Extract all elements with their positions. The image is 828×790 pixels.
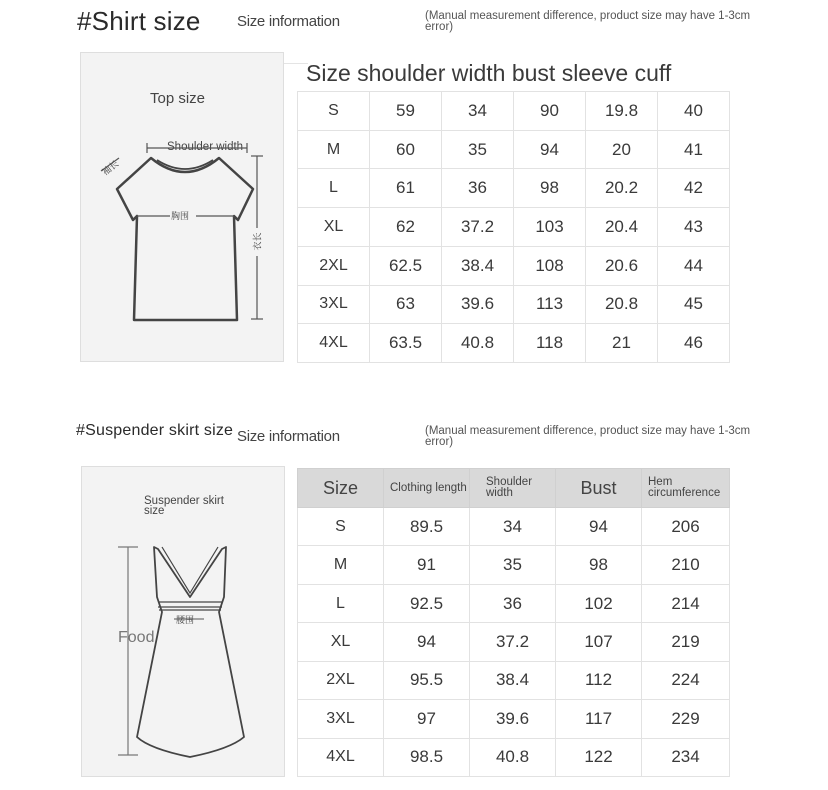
header-shoulder-width: Shoulder width	[470, 469, 556, 508]
table-row	[298, 584, 730, 622]
waist-label: 腰围	[176, 615, 195, 625]
shirt-measurement-note: (Manual measurement difference, product size may have 1-3cm error)	[425, 10, 751, 33]
value-cell: 39.6	[442, 285, 514, 324]
size-cell: M	[298, 130, 370, 169]
value-cell: 98	[514, 169, 586, 208]
value-cell: 89.5	[384, 508, 470, 546]
value-cell: 117	[556, 700, 642, 738]
value-cell: 62.5	[370, 246, 442, 285]
header-bust: Bust	[556, 469, 642, 508]
value-cell: 59	[370, 92, 442, 131]
value-cell: 37.2	[470, 623, 556, 661]
value-cell: 219	[642, 623, 730, 661]
value-cell: 20.2	[586, 169, 658, 208]
skirt-section-title: #Suspender skirt size	[76, 422, 234, 439]
value-cell: 38.4	[442, 246, 514, 285]
skirt-diagram-panel	[81, 466, 285, 777]
value-cell: 43	[658, 208, 730, 247]
value-cell: 40.8	[470, 738, 556, 776]
value-cell: 63.5	[370, 324, 442, 363]
shirt-diagram-label: Top size	[150, 90, 206, 107]
size-cell: 3XL	[298, 285, 370, 324]
value-cell: 113	[514, 285, 586, 324]
size-cell: S	[298, 92, 370, 131]
value-cell: 44	[658, 246, 730, 285]
value-cell: 21	[586, 324, 658, 363]
value-cell: 92.5	[384, 584, 470, 622]
sleeve-length-label: 袖长	[100, 158, 121, 178]
table-row	[298, 661, 730, 699]
value-cell: 98.5	[384, 738, 470, 776]
value-cell: 42	[658, 169, 730, 208]
skirt-measurement-note: (Manual measurement difference, product size may have 1-3cm error)	[425, 425, 751, 448]
value-cell: 112	[556, 661, 642, 699]
header-size: Size	[298, 469, 384, 508]
table-row	[298, 169, 730, 208]
value-cell: 45	[658, 285, 730, 324]
value-cell: 39.6	[470, 700, 556, 738]
value-cell: 20.8	[586, 285, 658, 324]
value-cell: 61	[370, 169, 442, 208]
size-cell: L	[298, 584, 384, 622]
table-row	[298, 738, 730, 776]
shirt-diagram-panel	[80, 52, 284, 362]
value-cell: 38.4	[470, 661, 556, 699]
value-cell: 229	[642, 700, 730, 738]
table-row	[298, 285, 730, 324]
value-cell: 97	[384, 700, 470, 738]
size-cell: XL	[298, 623, 384, 661]
table-row	[298, 623, 730, 661]
value-cell: 35	[470, 546, 556, 584]
value-cell: 37.2	[442, 208, 514, 247]
value-cell: 91	[384, 546, 470, 584]
value-cell: 224	[642, 661, 730, 699]
table-row	[298, 208, 730, 247]
value-cell: 36	[442, 169, 514, 208]
value-cell: 46	[658, 324, 730, 363]
clothing-length-label: 衣长	[252, 232, 263, 251]
skirt-size-table	[297, 468, 730, 777]
value-cell: 103	[514, 208, 586, 247]
value-cell: 40	[658, 92, 730, 131]
size-cell: 4XL	[298, 738, 384, 776]
size-cell: 4XL	[298, 324, 370, 363]
value-cell: 90	[514, 92, 586, 131]
value-cell: 20	[586, 130, 658, 169]
value-cell: 98	[556, 546, 642, 584]
header-clothing-length: Clothing length	[384, 469, 470, 508]
value-cell: 94	[384, 623, 470, 661]
value-cell: 34	[442, 92, 514, 131]
value-cell: 94	[556, 508, 642, 546]
value-cell: 19.8	[586, 92, 658, 131]
header-hem-circumference: Hem circumference	[642, 469, 730, 508]
value-cell: 206	[642, 508, 730, 546]
shirt-info-label: Size information	[237, 13, 340, 30]
value-cell: 20.6	[586, 246, 658, 285]
size-cell: L	[298, 169, 370, 208]
shirt-section-title: #Shirt size	[77, 6, 201, 36]
table-row	[298, 324, 730, 363]
skirt-table-header-row	[298, 469, 730, 508]
value-cell: 20.4	[586, 208, 658, 247]
value-cell: 35	[442, 130, 514, 169]
value-cell: 95.5	[384, 661, 470, 699]
dress-length-label: Food	[118, 629, 155, 646]
value-cell: 62	[370, 208, 442, 247]
value-cell: 102	[556, 584, 642, 622]
table-row	[298, 546, 730, 584]
value-cell: 118	[514, 324, 586, 363]
value-cell: 34	[470, 508, 556, 546]
value-cell: 94	[514, 130, 586, 169]
size-cell: S	[298, 508, 384, 546]
table-row	[298, 246, 730, 285]
shirt-size-table	[297, 91, 730, 363]
value-cell: 36	[470, 584, 556, 622]
shoulder-width-label: Shoulder width	[167, 141, 244, 153]
value-cell: 107	[556, 623, 642, 661]
table-row	[298, 130, 730, 169]
skirt-diagram-label: Suspender skirt size	[144, 495, 224, 517]
value-cell: 41	[658, 130, 730, 169]
size-cell: XL	[298, 208, 370, 247]
value-cell: 122	[556, 738, 642, 776]
table-row	[298, 92, 730, 131]
value-cell: 60	[370, 130, 442, 169]
value-cell: 108	[514, 246, 586, 285]
value-cell: 234	[642, 738, 730, 776]
size-cell: 3XL	[298, 700, 384, 738]
value-cell: 210	[642, 546, 730, 584]
size-cell: 2XL	[298, 661, 384, 699]
value-cell: 40.8	[442, 324, 514, 363]
shirt-outline-illustration	[81, 53, 285, 363]
shirt-table-header: Size shoulder width bust sleeve cuff	[306, 60, 672, 86]
value-cell: 63	[370, 285, 442, 324]
skirt-info-label: Size information	[237, 428, 340, 445]
table-row	[298, 508, 730, 546]
bust-label: 胸围	[171, 211, 190, 221]
value-cell: 214	[642, 584, 730, 622]
size-cell: M	[298, 546, 384, 584]
size-cell: 2XL	[298, 246, 370, 285]
table-row	[298, 700, 730, 738]
